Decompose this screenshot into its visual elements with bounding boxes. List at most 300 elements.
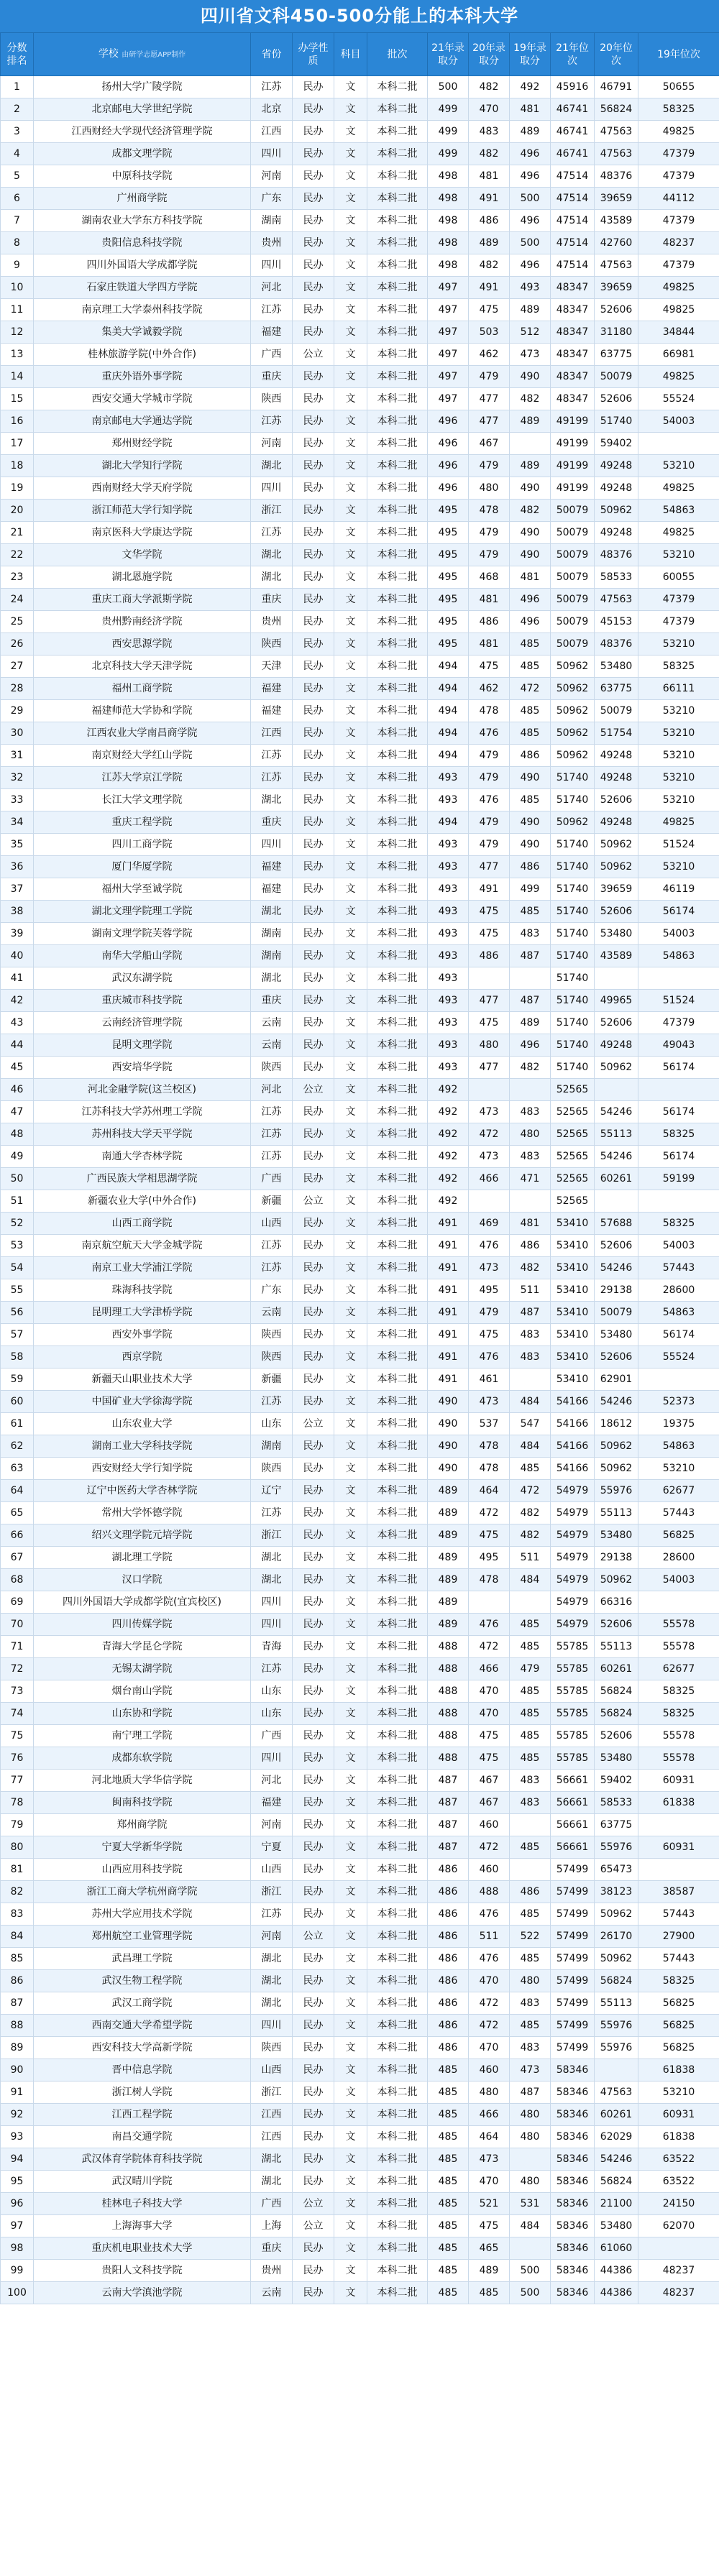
cell-pos20: 55113 [595,1636,638,1658]
cell-nature: 民办 [293,967,334,990]
cell-subject: 文 [334,901,367,923]
cell-province: 重庆 [251,2237,293,2260]
cell-subject: 文 [334,2171,367,2193]
cell-score19: 473 [510,2059,551,2082]
cell-pos19 [638,1591,719,1614]
cell-nature: 民办 [293,433,334,455]
cell-school: 新疆农业大学(中外合作) [34,1190,251,1213]
cell-nature: 民办 [293,299,334,321]
cell-province: 广西 [251,2193,293,2215]
cell-score19 [510,967,551,990]
cell-batch: 本科二批 [367,344,428,366]
cell-subject: 文 [334,2193,367,2215]
table-row [1,990,719,1012]
cell-subject: 文 [334,945,367,967]
cell-pos19: 34844 [638,321,719,344]
cell-score21: 485 [428,2126,469,2148]
cell-score19: 480 [510,1970,551,1992]
cell-pos21: 53410 [551,1279,595,1302]
cell-score21: 495 [428,633,469,656]
table-row [1,2015,719,2037]
cell-batch: 本科二批 [367,1614,428,1636]
cell-score21: 491 [428,1257,469,1279]
cell-pos20: 50962 [595,1435,638,1458]
cell-pos19: 53210 [638,455,719,477]
cell-pos19: 57443 [638,1948,719,1970]
cell-pos21: 51740 [551,789,595,811]
table-row [1,856,719,878]
cell-pos21: 55785 [551,1636,595,1658]
cell-score20: 503 [469,321,510,344]
table-row [1,1903,719,1926]
cell-score21: 489 [428,1480,469,1502]
cell-school: 山西工商学院 [34,1213,251,1235]
cell-pos20: 49248 [595,767,638,789]
cell-subject: 文 [334,1168,367,1190]
cell-rank: 94 [1,2148,34,2171]
cell-score19: 485 [510,789,551,811]
cell-pos19: 51524 [638,834,719,856]
cell-nature: 民办 [293,611,334,633]
cell-score20: 475 [469,1012,510,1034]
cell-score21: 491 [428,1302,469,1324]
cell-batch: 本科二批 [367,1992,428,2015]
cell-school: 重庆城市科技学院 [34,990,251,1012]
cell-pos21: 47514 [551,165,595,188]
table-row [1,611,719,633]
cell-pos19 [638,1859,719,1881]
cell-pos21: 50079 [551,544,595,566]
cell-subject: 文 [334,1302,367,1324]
cell-score19: 485 [510,1614,551,1636]
cell-pos20: 56824 [595,1703,638,1725]
cell-pos19 [638,967,719,990]
cell-nature: 民办 [293,522,334,544]
cell-pos21: 48347 [551,366,595,388]
cell-province: 山西 [251,2059,293,2082]
cell-province: 陕西 [251,388,293,410]
cell-score21: 486 [428,1859,469,1881]
cell-score19: 500 [510,2282,551,2304]
cell-subject: 文 [334,455,367,477]
cell-pos19: 56174 [638,1146,719,1168]
cell-pos19: 59199 [638,1168,719,1190]
cell-province: 河北 [251,277,293,299]
cell-nature: 民办 [293,878,334,901]
cell-school: 成都文理学院 [34,143,251,165]
cell-rank: 71 [1,1636,34,1658]
cell-subject: 文 [334,76,367,98]
cell-nature: 民办 [293,722,334,745]
cell-pos21: 52565 [551,1079,595,1101]
cell-province: 江苏 [251,1502,293,1524]
cell-score19: 481 [510,98,551,121]
table-row [1,188,719,210]
cell-subject: 文 [334,2215,367,2237]
cell-nature: 公立 [293,2215,334,2237]
cell-score21: 492 [428,1146,469,1168]
cell-school: 云南经济管理学院 [34,1012,251,1034]
cell-school: 重庆机电职业技术大学 [34,2237,251,2260]
cell-score21: 486 [428,1970,469,1992]
cell-score19: 500 [510,2260,551,2282]
cell-school: 西安培华学院 [34,1057,251,1079]
cell-score21: 497 [428,388,469,410]
cell-nature: 民办 [293,1279,334,1302]
cell-score19: 483 [510,1101,551,1123]
cell-nature: 民办 [293,789,334,811]
cell-subject: 文 [334,321,367,344]
cell-pos20: 60261 [595,1658,638,1680]
cell-pos21: 47514 [551,254,595,277]
cell-school: 北京科技大学天津学院 [34,656,251,678]
cell-rank: 56 [1,1302,34,1324]
cell-pos19: 50655 [638,76,719,98]
cell-nature: 民办 [293,2260,334,2282]
cell-score21: 494 [428,700,469,722]
cell-batch: 本科二批 [367,2193,428,2215]
cell-nature: 民办 [293,121,334,143]
cell-score19 [510,2148,551,2171]
cell-rank: 85 [1,1948,34,1970]
cell-pos21: 52565 [551,1123,595,1146]
cell-score20: 477 [469,1057,510,1079]
table-row [1,2237,719,2260]
cell-batch: 本科二批 [367,1168,428,1190]
cell-rank: 26 [1,633,34,656]
cell-rank: 15 [1,388,34,410]
cell-score20: 486 [469,210,510,232]
cell-province: 四川 [251,1591,293,1614]
cell-pos21: 57499 [551,1881,595,1903]
cell-pos20: 58533 [595,1792,638,1814]
cell-province: 福建 [251,700,293,722]
table-row [1,76,719,98]
cell-score19: 486 [510,745,551,767]
cell-school: 福州大学至诚学院 [34,878,251,901]
cell-pos21: 56661 [551,1814,595,1836]
cell-pos19: 55524 [638,1346,719,1368]
table-row [1,1614,719,1636]
cell-score20: 470 [469,98,510,121]
cell-score19: 485 [510,1903,551,1926]
cell-rank: 9 [1,254,34,277]
cell-subject: 文 [334,856,367,878]
cell-nature: 民办 [293,477,334,500]
cell-pos19: 66111 [638,678,719,700]
cell-pos20: 59402 [595,433,638,455]
cell-school: 湖北理工学院 [34,1547,251,1569]
cell-score20: 483 [469,121,510,143]
cell-rank: 50 [1,1168,34,1190]
cell-province: 天津 [251,656,293,678]
cell-province: 江苏 [251,522,293,544]
cell-school: 新疆天山职业技术大学 [34,1368,251,1391]
table-row [1,1591,719,1614]
cell-score20: 475 [469,1747,510,1770]
cell-school: 昆明理工大学津桥学院 [34,1302,251,1324]
cell-subject: 文 [334,2237,367,2260]
cell-pos21: 58346 [551,2148,595,2171]
cell-pos19: 54863 [638,945,719,967]
cell-pos20: 48376 [595,633,638,656]
cell-rank: 54 [1,1257,34,1279]
cell-score21: 495 [428,522,469,544]
cell-rank: 52 [1,1213,34,1235]
cell-nature: 民办 [293,1703,334,1725]
table-row [1,722,719,745]
cell-batch: 本科二批 [367,700,428,722]
cell-pos19: 58325 [638,98,719,121]
cell-score19: 471 [510,1168,551,1190]
cell-pos21: 58346 [551,2104,595,2126]
header-rank: 分数排名 [1,33,34,76]
table-row [1,1279,719,1302]
cell-score21: 485 [428,2282,469,2304]
cell-school: 湖北大学知行学院 [34,455,251,477]
cell-score21: 485 [428,2171,469,2193]
cell-rank: 33 [1,789,34,811]
cell-score19: 490 [510,477,551,500]
cell-pos20: 54246 [595,1391,638,1413]
cell-school: 烟台南山学院 [34,1680,251,1703]
cell-pos19: 58325 [638,656,719,678]
cell-rank: 21 [1,522,34,544]
cell-school: 西安科技大学高新学院 [34,2037,251,2059]
cell-score20: 482 [469,76,510,98]
cell-score19: 482 [510,1057,551,1079]
cell-pos21: 57499 [551,1903,595,1926]
cell-pos19: 47379 [638,1012,719,1034]
cell-pos20: 54246 [595,1257,638,1279]
cell-school: 重庆外语外事学院 [34,366,251,388]
cell-nature: 民办 [293,1747,334,1770]
cell-pos21: 47514 [551,210,595,232]
cell-score21: 485 [428,2148,469,2171]
cell-province: 浙江 [251,1881,293,1903]
cell-province: 广西 [251,344,293,366]
cell-pos19: 28600 [638,1547,719,1569]
cell-nature: 民办 [293,1235,334,1257]
cell-score19: 484 [510,1435,551,1458]
cell-score19: 496 [510,254,551,277]
cell-score19: 489 [510,1012,551,1034]
cell-nature: 民办 [293,1725,334,1747]
cell-batch: 本科二批 [367,76,428,98]
header-score19: 19年录取分 [510,33,551,76]
cell-rank: 36 [1,856,34,878]
cell-pos20: 49248 [595,811,638,834]
cell-score20: 491 [469,277,510,299]
cell-pos19: 61838 [638,1792,719,1814]
cell-school: 浙江师范大学行知学院 [34,500,251,522]
cell-subject: 文 [334,2104,367,2126]
cell-score21: 492 [428,1190,469,1213]
cell-rank: 92 [1,2104,34,2126]
cell-subject: 文 [334,1970,367,1992]
cell-batch: 本科二批 [367,1368,428,1391]
cell-pos19: 56825 [638,2015,719,2037]
cell-pos19: 54003 [638,923,719,945]
table-row [1,1302,719,1324]
cell-pos21: 51740 [551,878,595,901]
cell-province: 新疆 [251,1368,293,1391]
cell-score21: 492 [428,1123,469,1146]
cell-batch: 本科二批 [367,321,428,344]
cell-pos19: 61838 [638,2126,719,2148]
cell-rank: 62 [1,1435,34,1458]
cell-nature: 民办 [293,500,334,522]
cell-pos19: 47379 [638,210,719,232]
cell-province: 湖北 [251,2148,293,2171]
cell-rank: 31 [1,745,34,767]
cell-pos20: 52606 [595,1235,638,1257]
table-row [1,2104,719,2126]
cell-rank: 76 [1,1747,34,1770]
cell-pos21: 50962 [551,700,595,722]
cell-subject: 文 [334,344,367,366]
cell-score19: 483 [510,1770,551,1792]
cell-province: 湖北 [251,455,293,477]
cell-score21: 486 [428,1948,469,1970]
cell-pos19: 27900 [638,1926,719,1948]
cell-pos19: 49043 [638,1034,719,1057]
cell-score21: 496 [428,477,469,500]
cell-province: 湖北 [251,544,293,566]
cell-subject: 文 [334,1524,367,1547]
cell-nature: 民办 [293,2059,334,2082]
cell-score19: 490 [510,811,551,834]
cell-subject: 文 [334,1836,367,1859]
cell-pos20: 49248 [595,1034,638,1057]
cell-school: 西安交通大学城市学院 [34,388,251,410]
cell-score21: 492 [428,1168,469,1190]
cell-rank: 68 [1,1569,34,1591]
cell-school: 上海海事大学 [34,2215,251,2237]
cell-score20: 472 [469,1992,510,2015]
cell-pos20: 62901 [595,1368,638,1391]
cell-pos19: 55578 [638,1636,719,1658]
cell-score20: 475 [469,901,510,923]
cell-score20: 481 [469,589,510,611]
table-row [1,143,719,165]
cell-subject: 文 [334,1770,367,1792]
cell-school: 汉口学院 [34,1569,251,1591]
cell-score21: 485 [428,2215,469,2237]
cell-pos20: 51754 [595,722,638,745]
cell-pos20: 55976 [595,2037,638,2059]
cell-score21: 495 [428,589,469,611]
table-row [1,98,719,121]
cell-score19: 490 [510,522,551,544]
cell-subject: 文 [334,544,367,566]
cell-score20: 478 [469,500,510,522]
table-row [1,1725,719,1747]
cell-score19: 481 [510,1213,551,1235]
cell-rank: 98 [1,2237,34,2260]
cell-pos21: 57499 [551,1992,595,2015]
cell-batch: 本科二批 [367,1235,428,1257]
cell-score20: 479 [469,522,510,544]
cell-score19 [510,1368,551,1391]
table-row [1,834,719,856]
cell-province: 广西 [251,1168,293,1190]
cell-subject: 文 [334,834,367,856]
cell-pos20: 56824 [595,2171,638,2193]
cell-score20: 476 [469,1903,510,1926]
cell-rank: 43 [1,1012,34,1034]
cell-province: 湖北 [251,901,293,923]
cell-score20: 479 [469,745,510,767]
cell-pos20: 52606 [595,1012,638,1034]
cell-pos21: 58346 [551,2237,595,2260]
cell-rank: 74 [1,1703,34,1725]
cell-rank: 89 [1,2037,34,2059]
cell-rank: 72 [1,1658,34,1680]
table-row [1,967,719,990]
cell-subject: 文 [334,611,367,633]
cell-nature: 民办 [293,1458,334,1480]
cell-score19: 531 [510,2193,551,2215]
table-row [1,1680,719,1703]
cell-school: 武汉体育学院体育科技学院 [34,2148,251,2171]
cell-batch: 本科二批 [367,254,428,277]
cell-rank: 10 [1,277,34,299]
cell-pos20: 53480 [595,2215,638,2237]
table-row [1,656,719,678]
cell-score21: 489 [428,1547,469,1569]
cell-province: 陕西 [251,633,293,656]
cell-pos19: 49825 [638,121,719,143]
cell-pos20: 50962 [595,834,638,856]
cell-nature: 民办 [293,990,334,1012]
cell-subject: 文 [334,1391,367,1413]
cell-score21: 494 [428,678,469,700]
table-row [1,878,719,901]
cell-batch: 本科二批 [367,1034,428,1057]
cell-score20: 480 [469,1034,510,1057]
cell-rank: 80 [1,1836,34,1859]
cell-pos19: 56174 [638,1057,719,1079]
cell-nature: 民办 [293,1391,334,1413]
cell-pos20: 44386 [595,2282,638,2304]
cell-pos21: 55785 [551,1658,595,1680]
cell-score19: 485 [510,700,551,722]
cell-rank: 70 [1,1614,34,1636]
cell-rank: 88 [1,2015,34,2037]
cell-score20: 475 [469,923,510,945]
cell-batch: 本科二批 [367,1123,428,1146]
cell-province: 江西 [251,2126,293,2148]
table-row [1,1057,719,1079]
table-row [1,1480,719,1502]
cell-pos20: 52606 [595,1614,638,1636]
cell-score20: 482 [469,143,510,165]
cell-province: 四川 [251,1614,293,1636]
cell-nature: 民办 [293,1057,334,1079]
cell-score21: 485 [428,2193,469,2215]
cell-province: 四川 [251,143,293,165]
cell-school: 西南财经大学天府学院 [34,477,251,500]
cell-pos19: 48237 [638,232,719,254]
cell-province: 江苏 [251,1123,293,1146]
cell-nature: 民办 [293,2126,334,2148]
cell-score21: 488 [428,1747,469,1770]
cell-subject: 文 [334,1413,367,1435]
cell-pos19: 66981 [638,344,719,366]
cell-pos21: 50079 [551,566,595,589]
cell-score20: 470 [469,1703,510,1725]
